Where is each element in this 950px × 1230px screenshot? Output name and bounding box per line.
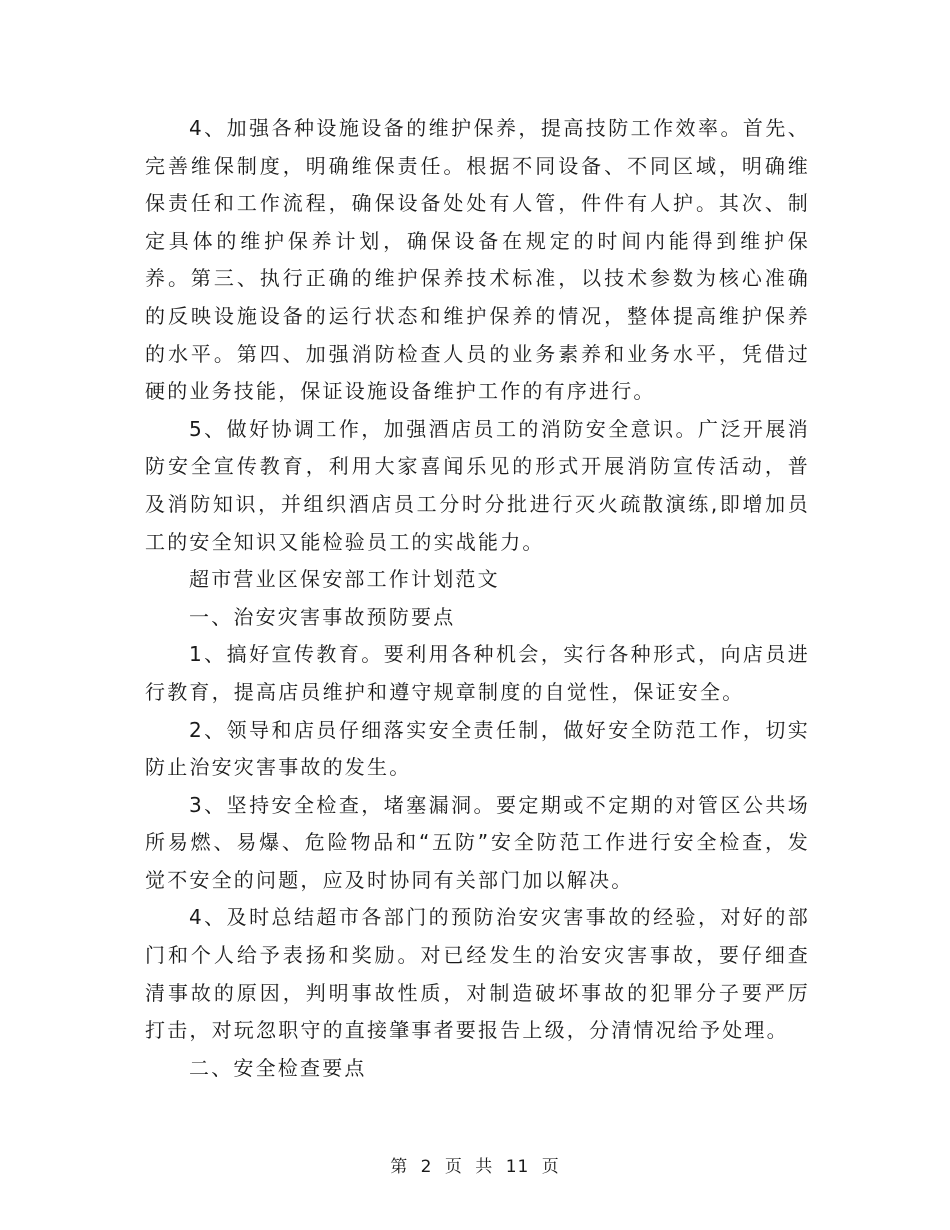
section-title: 超市营业区保安部工作计划范文	[189, 567, 500, 592]
footer-label-total: 共	[475, 1157, 494, 1177]
footer-label-page-unit: 页	[444, 1157, 463, 1177]
section-heading-inspection: 二、安全检查要点	[189, 1055, 367, 1080]
paragraph-coordination: 5、做好协调工作，加强酒店员工的消防安全意识。广泛开展消防安全宣传教育，利用大家喜闻乐见的形式开展消防宣传活动，普及消防知识，并组织酒店员工分时分批进行灭火疏散演练,即增加员工的安全知识又能检验员工的实战能力。	[145, 416, 810, 554]
footer-total-pages: 11	[505, 1157, 530, 1177]
footer-label-total-unit: 页	[541, 1157, 560, 1177]
footer-label-page: 第	[390, 1157, 409, 1177]
page-footer	[0, 1152, 950, 1177]
paragraph-publicity: 1、搞好宣传教育。要利用各种机会，实行各种形式，向店员进行教育，提高店员维护和遵守规章制度的自觉性，保证安全。	[145, 642, 810, 704]
paragraph-maintenance: 4、加强各种设施设备的维护保养，提高技防工作效率。首先、完善维保制度，明确维保责任。根据不同设备、不同区域，明确维保责任和工作流程，确保设备处处有人管，件件有人护。其次、制定具体的维护保养计划，确保设备在规定的时间内能得到维护保养。第三、执行正确的维护保养技术标准，以技术参数为核心准确的反映设施设备的运行状态和维护保养的情况，整体提高维护保养的水平。第四、加强消防检查人员的业务素养和业务水平，凭借过硬的业务技能，保证设施设备维护工作的有序进行。	[145, 116, 810, 404]
paragraph-inspection: 3、坚持安全检查，堵塞漏洞。要定期或不定期的对管区公共场所易燃、易爆、危险物品和“五防”安全防范工作进行安全检查，发觉不安全的问题，应及时协同有关部门加以解决。	[145, 792, 810, 892]
document-body	[145, 110, 810, 1087]
paragraph-summary: 4、及时总结超市各部门的预防治安灾害事故的经验，对好的部门和个人给予表扬和奖励。对已经发生的治安灾害事故，要仔细查清事故的原因，判明事故性质，对制造破坏事故的犯罪分子要严厉打击，对玩忽职守的直接肇事者要报告上级，分清情况给予处理。	[145, 905, 810, 1043]
paragraph-responsibility: 2、领导和店员仔细落实安全责任制，做好安全防范工作，切实防止治安灾害事故的发生。	[145, 717, 810, 780]
footer-current-page: 2	[420, 1157, 433, 1177]
section-heading-prevention: 一、治安灾害事故预防要点	[189, 604, 456, 629]
